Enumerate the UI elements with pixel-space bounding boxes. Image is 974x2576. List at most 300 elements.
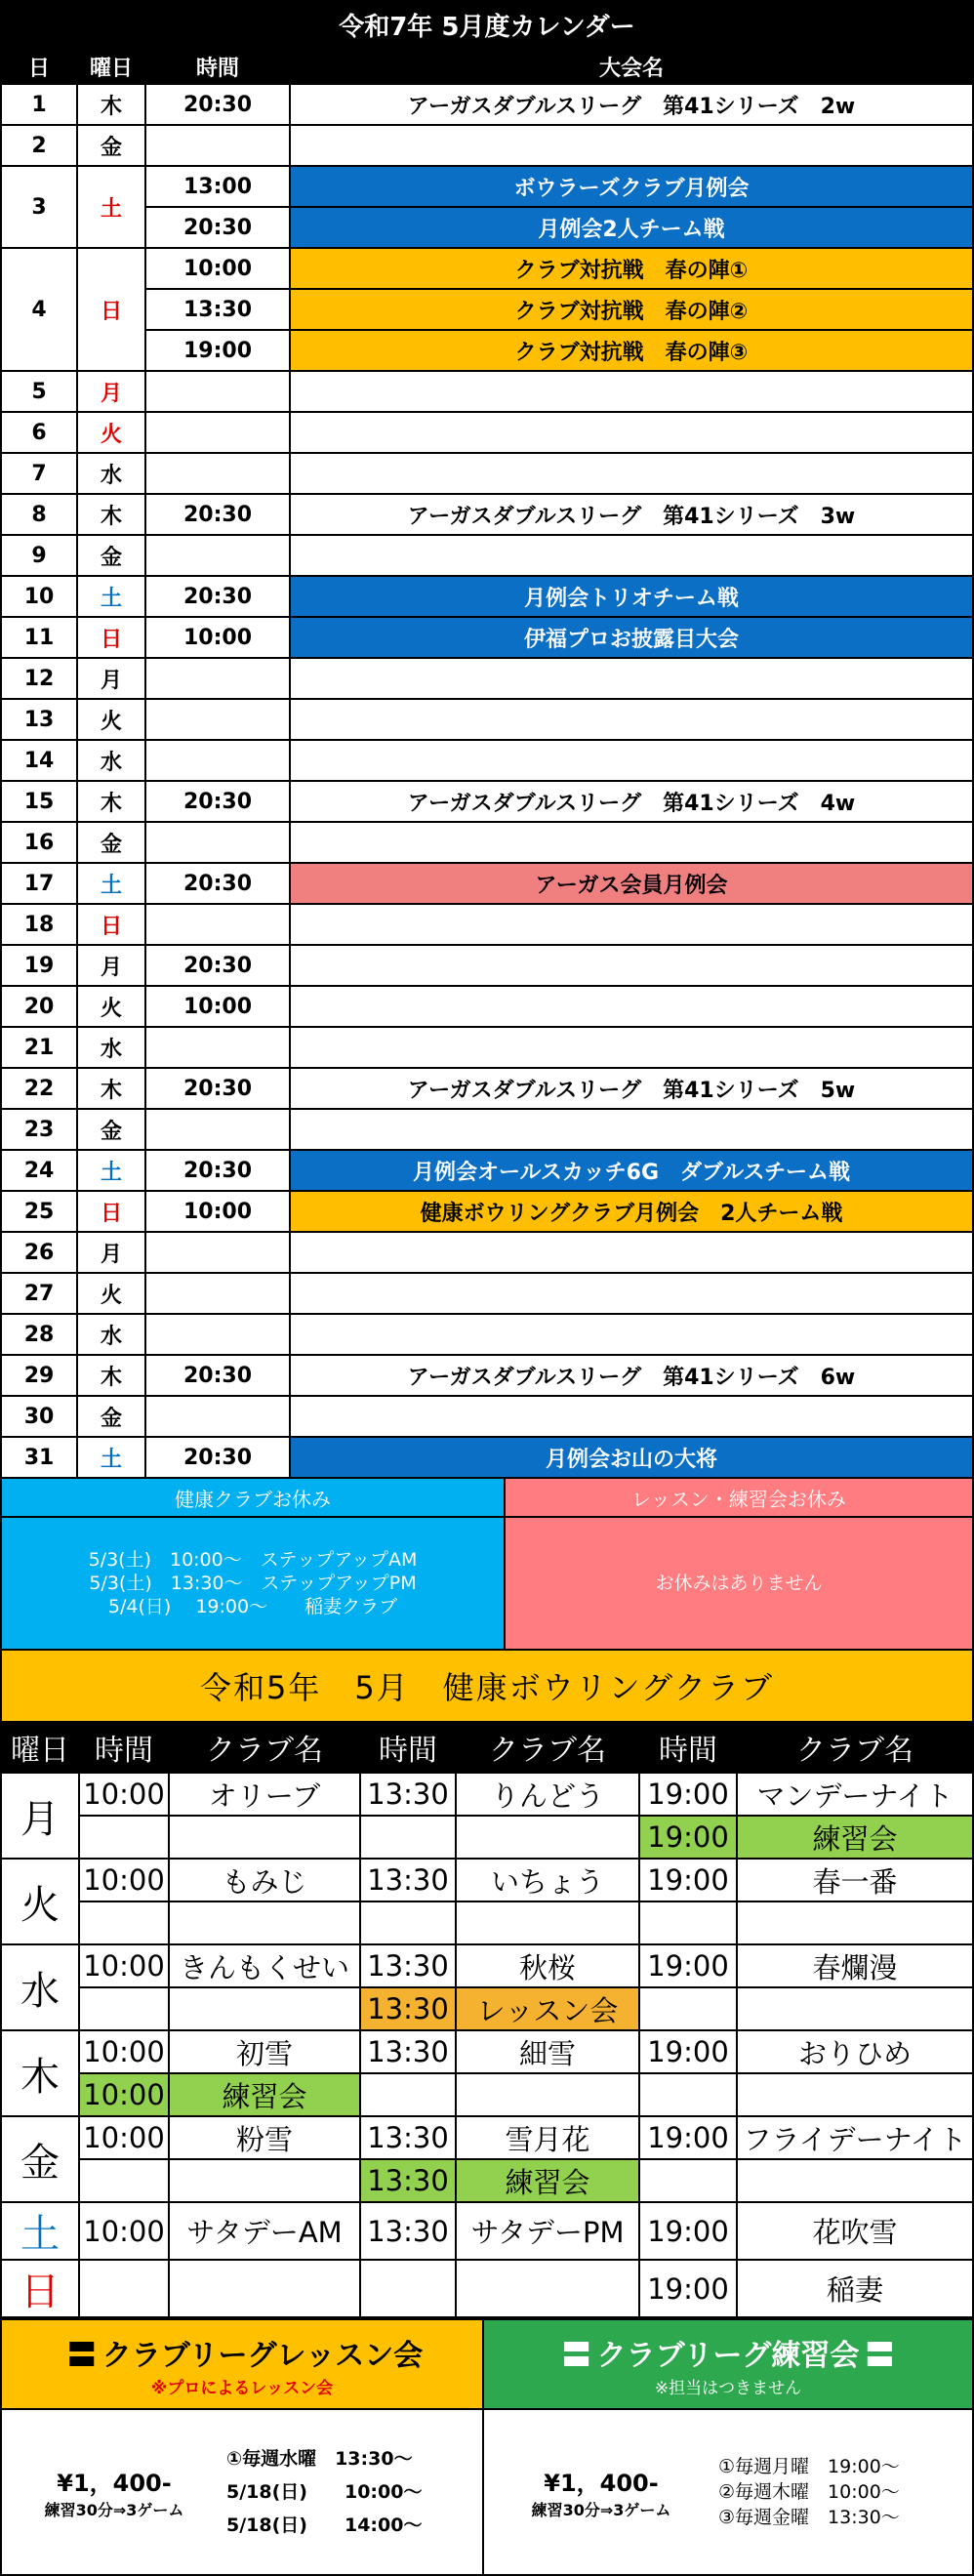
club-time: 13:30 bbox=[360, 2116, 456, 2159]
club-name: もみじ bbox=[169, 1859, 360, 1901]
event-time: 20:30 bbox=[145, 1150, 290, 1191]
club-row bbox=[1, 1773, 973, 1816]
weekday: 金 bbox=[77, 1109, 145, 1150]
club-header-cell: 時間 bbox=[79, 1722, 169, 1773]
club-time bbox=[79, 1816, 169, 1859]
event-name bbox=[290, 945, 973, 986]
club-row bbox=[1, 1944, 973, 1987]
lesson-holiday-title: レッスン・練習会お休み bbox=[506, 1479, 972, 1518]
day-number: 10 bbox=[1, 576, 77, 617]
weekday: 木 bbox=[77, 84, 145, 125]
club-name bbox=[169, 2260, 360, 2317]
club-time bbox=[79, 1987, 169, 2030]
event-time bbox=[145, 1396, 290, 1437]
club-name: 春爛漫 bbox=[737, 1944, 973, 1987]
calendar-row bbox=[1, 904, 973, 945]
day-number: 7 bbox=[1, 453, 77, 494]
club-table bbox=[0, 1721, 974, 2318]
calendar-row bbox=[1, 658, 973, 699]
event-time: 13:00 bbox=[145, 166, 290, 207]
day-number: 5 bbox=[1, 371, 77, 412]
club-time: 19:00 bbox=[639, 1816, 737, 1859]
weekday: 水 bbox=[77, 1314, 145, 1355]
club-body bbox=[1, 1773, 973, 2317]
club-time: 19:00 bbox=[639, 2260, 737, 2317]
event-time bbox=[145, 904, 290, 945]
club-time: 13:30 bbox=[360, 1944, 456, 1987]
lesson-schedule bbox=[226, 2442, 422, 2542]
club-time: 13:30 bbox=[360, 1987, 456, 2030]
event-time: 20:30 bbox=[145, 1437, 290, 1478]
weekday: 月 bbox=[77, 1232, 145, 1273]
practice-panel bbox=[482, 2318, 974, 2576]
day-number: 16 bbox=[1, 822, 77, 863]
club-name: いちょう bbox=[456, 1859, 639, 1901]
event-time: 20:30 bbox=[145, 576, 290, 617]
lesson-schedule-line: ①毎週水曜 13:30～ bbox=[226, 2448, 413, 2470]
weekday: 土 bbox=[77, 576, 145, 617]
club-time: 10:00 bbox=[79, 2073, 169, 2116]
calendar-row bbox=[1, 822, 973, 863]
event-time bbox=[145, 699, 290, 740]
event-name: アーガスダブルスリーグ 第41シリーズ 5w bbox=[290, 1068, 973, 1109]
weekday: 日 bbox=[77, 1191, 145, 1232]
weekday: 木 bbox=[77, 1355, 145, 1396]
event-name bbox=[290, 371, 973, 412]
calendar-row bbox=[1, 371, 973, 412]
calendar-row bbox=[1, 576, 973, 617]
event-name bbox=[290, 1314, 973, 1355]
event-name: クラブ対抗戦 春の陣③ bbox=[290, 330, 973, 371]
club-name bbox=[169, 1987, 360, 2030]
weekday: 火 bbox=[77, 699, 145, 740]
event-time: 10:00 bbox=[145, 248, 290, 289]
club-weekday: 土 bbox=[1, 2202, 79, 2260]
club-row bbox=[1, 2260, 973, 2317]
header-time: 時間 bbox=[145, 50, 290, 84]
club-time bbox=[79, 2260, 169, 2317]
club-time bbox=[639, 1901, 737, 1944]
club-row bbox=[1, 2202, 973, 2260]
club-name bbox=[456, 2260, 639, 2317]
lesson-title: クラブリーグレッスン会 bbox=[101, 2338, 424, 2373]
event-time bbox=[145, 822, 290, 863]
calendar-row bbox=[1, 125, 973, 166]
club-time bbox=[79, 1901, 169, 1944]
club-name bbox=[737, 2073, 973, 2116]
club-time: 13:30 bbox=[360, 1859, 456, 1901]
day-number: 31 bbox=[1, 1437, 77, 1478]
event-time: 20:30 bbox=[145, 494, 290, 535]
lesson-body bbox=[2, 2410, 482, 2574]
club-header-cell: クラブ名 bbox=[456, 1722, 639, 1773]
club-header-row bbox=[1, 1722, 973, 1773]
day-number: 1 bbox=[1, 84, 77, 125]
event-name: 月例会トリオチーム戦 bbox=[290, 576, 973, 617]
calendar-header-row bbox=[1, 50, 973, 84]
event-name bbox=[290, 1273, 973, 1314]
calendar-row bbox=[1, 699, 973, 740]
practice-price-note: 練習30分⇒3ゲーム bbox=[531, 2501, 671, 2519]
calendar-row bbox=[1, 453, 973, 494]
weekday: 金 bbox=[77, 1396, 145, 1437]
event-name: アーガスダブルスリーグ 第41シリーズ 4w bbox=[290, 781, 973, 822]
club-time: 10:00 bbox=[79, 1859, 169, 1901]
event-name bbox=[290, 535, 973, 576]
club-name: 練習会 bbox=[456, 2159, 639, 2202]
lesson-price: ¥1，400- bbox=[57, 2470, 172, 2497]
club-name: 練習会 bbox=[169, 2073, 360, 2116]
event-time bbox=[145, 1273, 290, 1314]
club-header-cell: クラブ名 bbox=[737, 1722, 973, 1773]
event-time: 20:30 bbox=[145, 207, 290, 248]
day-number: 18 bbox=[1, 904, 77, 945]
club-header-cell: 時間 bbox=[639, 1722, 737, 1773]
event-time bbox=[145, 371, 290, 412]
weekday: 日 bbox=[77, 904, 145, 945]
event-name: アーガスダブルスリーグ 第41シリーズ 6w bbox=[290, 1355, 973, 1396]
club-holiday-line: 5/3(土) 10:00～ ステップアップAM bbox=[88, 1549, 418, 1571]
weekday: 月 bbox=[77, 371, 145, 412]
club-name: レッスン会 bbox=[456, 1987, 639, 2030]
event-name: 月例会オールスカッチ6G ダブルスチーム戦 bbox=[290, 1150, 973, 1191]
day-number: 14 bbox=[1, 740, 77, 781]
calendar-row bbox=[1, 1109, 973, 1150]
club-holiday-list bbox=[2, 1518, 504, 1649]
club-header-cell: 時間 bbox=[360, 1722, 456, 1773]
event-name bbox=[290, 904, 973, 945]
club-time: 19:00 bbox=[639, 2202, 737, 2260]
event-time bbox=[145, 658, 290, 699]
event-time bbox=[145, 1109, 290, 1150]
calendar-row bbox=[1, 330, 973, 371]
club-name: 細雪 bbox=[456, 2030, 639, 2073]
club-row bbox=[1, 2116, 973, 2159]
event-time: 20:30 bbox=[145, 781, 290, 822]
weekday: 水 bbox=[77, 740, 145, 781]
club-weekday: 木 bbox=[1, 2030, 79, 2116]
club-name: フライデーナイト bbox=[737, 2116, 973, 2159]
club-time: 13:30 bbox=[360, 2202, 456, 2260]
calendar-row bbox=[1, 1314, 973, 1355]
practice-header bbox=[484, 2320, 972, 2410]
club-time: 19:00 bbox=[639, 2116, 737, 2159]
equals-mark-icon: 〓 bbox=[561, 2338, 591, 2373]
day-number: 17 bbox=[1, 863, 77, 904]
weekday: 月 bbox=[77, 945, 145, 986]
event-time: 20:30 bbox=[145, 863, 290, 904]
club-time: 10:00 bbox=[79, 1944, 169, 1987]
weekday: 火 bbox=[77, 1273, 145, 1314]
event-time: 10:00 bbox=[145, 617, 290, 658]
calendar-row bbox=[1, 617, 973, 658]
club-weekday: 水 bbox=[1, 1944, 79, 2030]
club-time bbox=[79, 2159, 169, 2202]
weekday: 土 bbox=[77, 1150, 145, 1191]
club-name: サタデーAM bbox=[169, 2202, 360, 2260]
lesson-price-block bbox=[2, 2464, 226, 2520]
weekday: 金 bbox=[77, 125, 145, 166]
event-time bbox=[145, 1232, 290, 1273]
lesson-holiday-panel bbox=[506, 1479, 972, 1649]
practice-body bbox=[484, 2410, 972, 2574]
day-number: 25 bbox=[1, 1191, 77, 1232]
club-weekday: 金 bbox=[1, 2116, 79, 2202]
club-weekday: 火 bbox=[1, 1859, 79, 1944]
day-number: 2 bbox=[1, 125, 77, 166]
event-name bbox=[290, 453, 973, 494]
calendar-row bbox=[1, 1396, 973, 1437]
weekday: 木 bbox=[77, 781, 145, 822]
calendar-row bbox=[1, 535, 973, 576]
club-time bbox=[360, 1816, 456, 1859]
day-number: 15 bbox=[1, 781, 77, 822]
club-row bbox=[1, 2073, 973, 2116]
event-name: 伊福プロお披露目大会 bbox=[290, 617, 973, 658]
club-name: オリーブ bbox=[169, 1773, 360, 1816]
weekday: 木 bbox=[77, 494, 145, 535]
club-row bbox=[1, 2030, 973, 2073]
day-number: 26 bbox=[1, 1232, 77, 1273]
event-time bbox=[145, 1027, 290, 1068]
event-time: 10:00 bbox=[145, 1191, 290, 1232]
event-name bbox=[290, 1396, 973, 1437]
calendar-row bbox=[1, 1150, 973, 1191]
calendar-row bbox=[1, 1273, 973, 1314]
event-name: 月例会2人チーム戦 bbox=[290, 207, 973, 248]
weekday: 日 bbox=[77, 617, 145, 658]
club-row bbox=[1, 1901, 973, 1944]
practice-price: ¥1，400- bbox=[544, 2470, 659, 2497]
calendar-row bbox=[1, 412, 973, 453]
club-name bbox=[169, 1901, 360, 1944]
event-name bbox=[290, 699, 973, 740]
event-name bbox=[290, 1109, 973, 1150]
event-time bbox=[145, 125, 290, 166]
calendar-row bbox=[1, 945, 973, 986]
club-time: 10:00 bbox=[79, 2202, 169, 2260]
calendar-row bbox=[1, 289, 973, 330]
weekday: 火 bbox=[77, 986, 145, 1027]
event-time: 20:30 bbox=[145, 1068, 290, 1109]
weekday: 水 bbox=[77, 453, 145, 494]
calendar-row bbox=[1, 1437, 973, 1478]
club-name: きんもくせい bbox=[169, 1944, 360, 1987]
club-time: 19:00 bbox=[639, 1944, 737, 1987]
event-name: アーガスダブルスリーグ 第41シリーズ 3w bbox=[290, 494, 973, 535]
club-time bbox=[360, 2073, 456, 2116]
event-time: 10:00 bbox=[145, 986, 290, 1027]
club-title: 令和5年 5月 健康ボウリングクラブ bbox=[0, 1651, 974, 1721]
day-number: 21 bbox=[1, 1027, 77, 1068]
club-time: 13:30 bbox=[360, 1773, 456, 1816]
event-time bbox=[145, 412, 290, 453]
calendar-row bbox=[1, 781, 973, 822]
lesson-panel bbox=[0, 2318, 482, 2576]
weekday: 水 bbox=[77, 1027, 145, 1068]
day-number: 23 bbox=[1, 1109, 77, 1150]
practice-schedule-line: ③毎週金曜 13:30～ bbox=[718, 2507, 900, 2528]
club-name bbox=[737, 1987, 973, 2030]
day-number: 28 bbox=[1, 1314, 77, 1355]
club-name bbox=[737, 2159, 973, 2202]
calendar-row bbox=[1, 740, 973, 781]
day-number: 13 bbox=[1, 699, 77, 740]
calendar-row bbox=[1, 1355, 973, 1396]
event-name: アーガス会員月例会 bbox=[290, 863, 973, 904]
club-name: 粉雪 bbox=[169, 2116, 360, 2159]
practice-schedule-line: ②毎週木曜 10:00～ bbox=[718, 2481, 900, 2503]
event-time: 20:30 bbox=[145, 945, 290, 986]
day-number: 12 bbox=[1, 658, 77, 699]
calendar-row bbox=[1, 1191, 973, 1232]
event-name: クラブ対抗戦 春の陣② bbox=[290, 289, 973, 330]
club-name: 練習会 bbox=[737, 1816, 973, 1859]
holiday-section bbox=[0, 1479, 974, 1651]
club-time bbox=[360, 1901, 456, 1944]
practice-subtitle: ※担当はつきません bbox=[654, 2378, 802, 2398]
calendar-row bbox=[1, 494, 973, 535]
event-name bbox=[290, 986, 973, 1027]
club-name: 春一番 bbox=[737, 1859, 973, 1901]
event-name: ボウラーズクラブ月例会 bbox=[290, 166, 973, 207]
club-weekday: 日 bbox=[1, 2260, 79, 2317]
weekday: 土 bbox=[77, 1437, 145, 1478]
club-time: 10:00 bbox=[79, 2116, 169, 2159]
practice-title-wrap bbox=[556, 2331, 901, 2374]
club-name: りんどう bbox=[456, 1773, 639, 1816]
club-name: おりひめ bbox=[737, 2030, 973, 2073]
header-weekday: 曜日 bbox=[77, 50, 145, 84]
event-name bbox=[290, 822, 973, 863]
event-name: 健康ボウリングクラブ月例会 2人チーム戦 bbox=[290, 1191, 973, 1232]
club-name: マンデーナイト bbox=[737, 1773, 973, 1816]
day-number: 30 bbox=[1, 1396, 77, 1437]
weekday: 土 bbox=[77, 863, 145, 904]
day-number: 6 bbox=[1, 412, 77, 453]
equals-mark-icon: 〓 bbox=[865, 2338, 895, 2373]
club-time: 19:00 bbox=[639, 1773, 737, 1816]
club-time: 10:00 bbox=[79, 1773, 169, 1816]
event-name bbox=[290, 1027, 973, 1068]
club-name: サタデーPM bbox=[456, 2202, 639, 2260]
event-name bbox=[290, 1232, 973, 1273]
club-row bbox=[1, 1859, 973, 1901]
club-weekday: 月 bbox=[1, 1773, 79, 1859]
club-holiday-panel bbox=[2, 1479, 506, 1649]
calendar-row bbox=[1, 986, 973, 1027]
club-time bbox=[639, 1987, 737, 2030]
day-number: 9 bbox=[1, 535, 77, 576]
club-row bbox=[1, 1987, 973, 2030]
header-event: 大会名 bbox=[290, 50, 973, 84]
event-time bbox=[145, 1314, 290, 1355]
calendar-body bbox=[1, 84, 973, 1478]
event-name: クラブ対抗戦 春の陣① bbox=[290, 248, 973, 289]
practice-schedule-line: ①毎週月曜 19:00～ bbox=[718, 2456, 900, 2477]
lesson-subtitle: ※プロによるレッスン会 bbox=[150, 2378, 334, 2398]
club-time bbox=[360, 2260, 456, 2317]
club-name: 初雪 bbox=[169, 2030, 360, 2073]
event-name bbox=[290, 658, 973, 699]
calendar-row bbox=[1, 248, 973, 289]
event-name bbox=[290, 740, 973, 781]
event-time: 20:30 bbox=[145, 1355, 290, 1396]
club-holiday-line: 5/3(土) 13:30～ ステップアップPM bbox=[89, 1573, 417, 1594]
weekday: 土 bbox=[77, 166, 145, 248]
lesson-price-note: 練習30分⇒3ゲーム bbox=[44, 2501, 184, 2519]
club-name bbox=[456, 1816, 639, 1859]
calendar-row bbox=[1, 863, 973, 904]
club-time: 19:00 bbox=[639, 1859, 737, 1901]
club-name: 稲妻 bbox=[737, 2260, 973, 2317]
club-name: 花吹雪 bbox=[737, 2202, 973, 2260]
calendar-row bbox=[1, 166, 973, 207]
day-number: 24 bbox=[1, 1150, 77, 1191]
club-time: 19:00 bbox=[639, 2030, 737, 2073]
club-time: 13:30 bbox=[360, 2030, 456, 2073]
calendar-row bbox=[1, 84, 973, 125]
practice-title: クラブリーグ練習会 bbox=[596, 2338, 860, 2373]
club-holiday-title: 健康クラブお休み bbox=[2, 1479, 504, 1518]
event-time: 19:00 bbox=[145, 330, 290, 371]
club-time: 10:00 bbox=[79, 2030, 169, 2073]
lesson-schedule-line: 5/18(日) 14:00～ bbox=[226, 2515, 423, 2536]
club-header-cell: 曜日 bbox=[1, 1722, 79, 1773]
lesson-schedule-line: 5/18(日) 10:00～ bbox=[226, 2481, 423, 2503]
event-time: 13:30 bbox=[145, 289, 290, 330]
club-row bbox=[1, 2159, 973, 2202]
club-name: 雪月花 bbox=[456, 2116, 639, 2159]
club-name bbox=[456, 2073, 639, 2116]
event-time bbox=[145, 740, 290, 781]
weekday: 金 bbox=[77, 535, 145, 576]
event-time bbox=[145, 535, 290, 576]
club-header-cell: クラブ名 bbox=[169, 1722, 360, 1773]
lesson-header bbox=[2, 2320, 482, 2410]
club-name bbox=[456, 1901, 639, 1944]
event-name bbox=[290, 412, 973, 453]
event-name bbox=[290, 125, 973, 166]
event-time: 20:30 bbox=[145, 84, 290, 125]
league-info bbox=[0, 2318, 974, 2576]
club-time bbox=[639, 2159, 737, 2202]
calendar-row bbox=[1, 1068, 973, 1109]
day-number: 11 bbox=[1, 617, 77, 658]
practice-schedule bbox=[718, 2454, 900, 2530]
weekday: 金 bbox=[77, 822, 145, 863]
calendar-row bbox=[1, 1027, 973, 1068]
event-name: アーガスダブルスリーグ 第41シリーズ 2w bbox=[290, 84, 973, 125]
event-time bbox=[145, 453, 290, 494]
day-number: 19 bbox=[1, 945, 77, 986]
club-name bbox=[737, 1901, 973, 1944]
calendar-title: 令和7年 5月度カレンダー bbox=[0, 0, 974, 49]
club-holiday-line: 5/4(日) 19:00～ 稲妻クラブ bbox=[107, 1596, 398, 1617]
club-time bbox=[639, 2073, 737, 2116]
club-name bbox=[169, 2159, 360, 2202]
header-day: 日 bbox=[1, 50, 77, 84]
day-number: 20 bbox=[1, 986, 77, 1027]
weekday: 木 bbox=[77, 1068, 145, 1109]
lesson-title-wrap bbox=[61, 2331, 424, 2374]
weekday: 火 bbox=[77, 412, 145, 453]
calendar-row bbox=[1, 207, 973, 248]
lesson-holiday-body: お休みはありません bbox=[655, 1573, 823, 1594]
day-number: 22 bbox=[1, 1068, 77, 1109]
club-name bbox=[169, 1816, 360, 1859]
day-number: 27 bbox=[1, 1273, 77, 1314]
